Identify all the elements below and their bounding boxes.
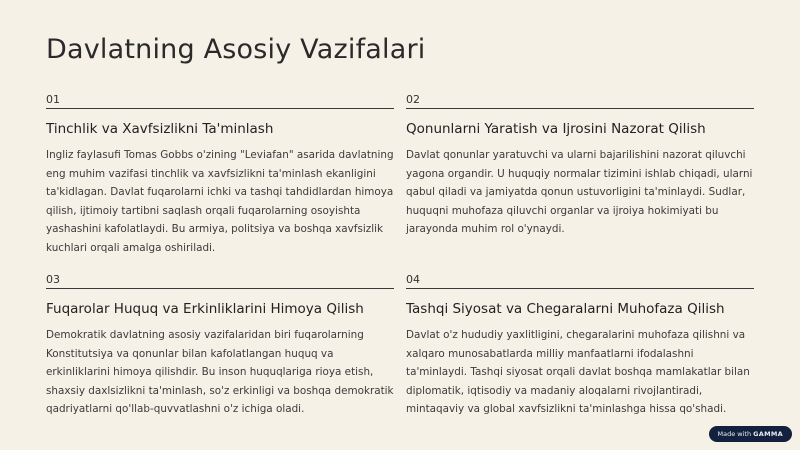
section-body: Demokratik davlatning asosiy vazifalaridan biri fuqarolarning Konstitutsiya va qonunlar bilan kafolatlangan huquq va erkinliklarini himoya qilishdir. Bu inson huquqlariga rioya etish, shaxsiy daxlsizlikni ta'minlash, so'z erkinligi va boshqa demokratik qadriyatlarni qo'llab-quvvatlashni o'z ichiga oladi. [46, 329, 394, 415]
section-heading: Fuqarolar Huquq va Erkinliklarini Himoya Qilish [46, 301, 364, 317]
section-card [46, 94, 394, 257]
section-number: 03 [46, 274, 394, 289]
section-number: 02 [406, 94, 754, 109]
made-with-gamma-badge[interactable] [709, 426, 793, 442]
page-title: Davlatning Asosiy Vazifalari [46, 34, 426, 65]
section-card [406, 274, 754, 419]
section-number: 04 [406, 274, 754, 289]
section-body: Davlat o'z hududiy yaxlitligini, chegaralarini muhofaza qilishni va xalqaro munosabatlarda milliy manfaatlarni ifodalashni ta'minlaydi. Tashqi siyosat orqali davlat boshqa mamlakatlar bilan diplomatik, iqtisodiy va madaniy aloqalarni rivojlantiradi, mintaqaviy va global xavfsizlikni ta'minlashga hissa qo'shadi. [406, 329, 750, 415]
section-body: Ingliz faylasufi Tomas Gobbs o'zining "Leviafan" asarida davlatning eng muhim vazifasi tinchlik va xavfsizlikni ta'minlash ekanligini ta'kidlagan. Davlat fuqarolarni ichki va tashqi tahdidlardan himoya qilish, ijtimoiy tartibni saqlash orqali fuqarolarning osoyishta yashashini kafolatlaydi. Bu armiya, politsiya va boshqa xavfsizlik kuchlari orqali amalga oshiriladi. [46, 149, 394, 254]
section-heading: Tashqi Siyosat va Chegaralarni Muhofaza Qilish [406, 301, 725, 317]
badge-prefix: Made with [717, 430, 752, 438]
section-card [406, 94, 754, 239]
section-heading: Qonunlarni Yaratish va Ijrosini Nazorat Qilish [406, 121, 706, 137]
section-number: 01 [46, 94, 394, 109]
section-body: Davlat qonunlar yaratuvchi va ularni bajarilishini nazorat qiluvchi yagona organdir. U huquqiy normalar tizimini ishlab chiqadi, ularni qabul qiladi va jamiyatda qonun ustuvorligini ta'minlaydi. Sudlar, huquqni muhofaza qiluvchi organlar va ijroiya hokimiyati bu jarayonda muhim rol o'ynaydi. [406, 149, 753, 235]
section-card [46, 274, 394, 419]
section-heading: Tinchlik va Xavfsizlikni Ta'minlash [46, 121, 274, 137]
badge-brand: GAMMA [753, 430, 783, 438]
